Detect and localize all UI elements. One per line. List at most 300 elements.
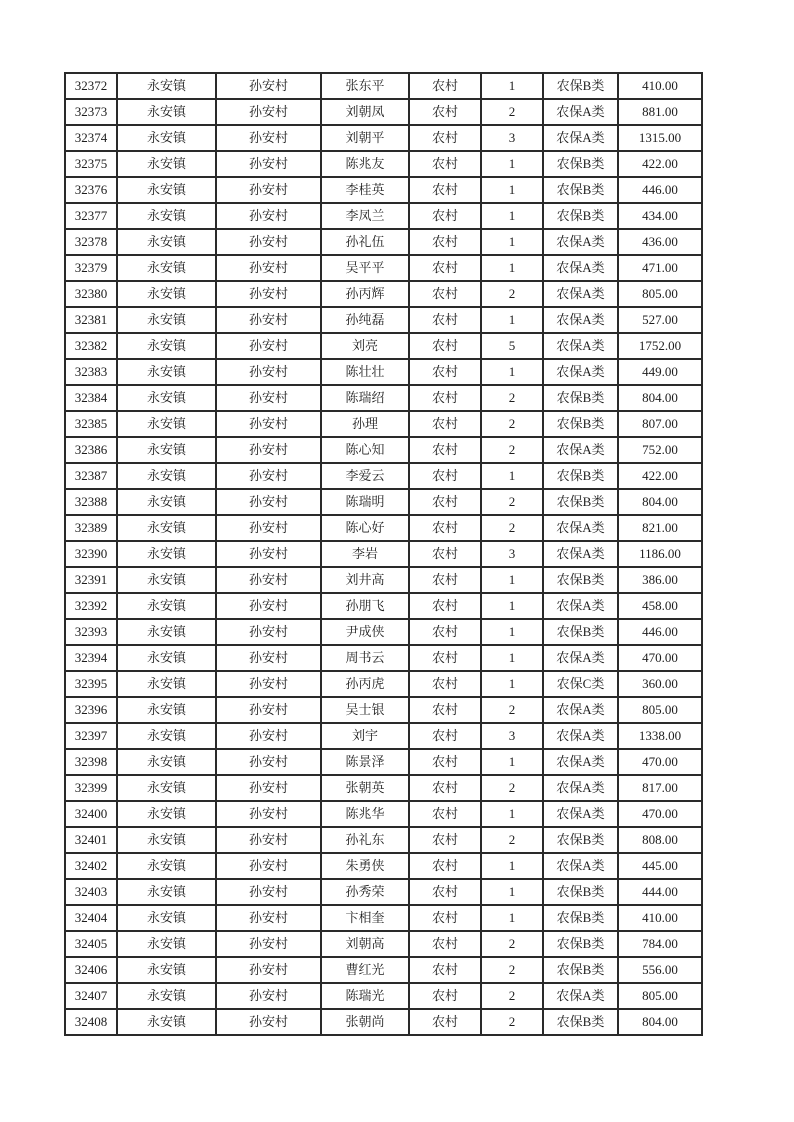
cell-residence-type: 农村 xyxy=(409,801,481,827)
cell-person-name: 张东平 xyxy=(321,73,409,99)
cell-person-count: 5 xyxy=(481,333,543,359)
cell-residence-type: 农村 xyxy=(409,515,481,541)
cell-record-id: 32374 xyxy=(65,125,117,151)
cell-residence-type: 农村 xyxy=(409,723,481,749)
cell-insurance-category: 农保A类 xyxy=(543,983,618,1009)
cell-record-id: 32388 xyxy=(65,489,117,515)
cell-insurance-category: 农保B类 xyxy=(543,203,618,229)
cell-record-id: 32373 xyxy=(65,99,117,125)
cell-village: 孙安村 xyxy=(216,515,321,541)
cell-record-id: 32391 xyxy=(65,567,117,593)
table-row xyxy=(65,593,702,619)
cell-residence-type: 农村 xyxy=(409,619,481,645)
cell-insurance-category: 农保A类 xyxy=(543,255,618,281)
cell-person-name: 陈瑞明 xyxy=(321,489,409,515)
cell-person-name: 孙礼伍 xyxy=(321,229,409,255)
cell-amount: 804.00 xyxy=(618,385,702,411)
cell-amount: 434.00 xyxy=(618,203,702,229)
cell-person-count: 3 xyxy=(481,541,543,567)
cell-person-count: 3 xyxy=(481,125,543,151)
cell-record-id: 32387 xyxy=(65,463,117,489)
cell-amount: 458.00 xyxy=(618,593,702,619)
table-row xyxy=(65,541,702,567)
cell-person-name: 刘亮 xyxy=(321,333,409,359)
insurance-roster-table xyxy=(64,72,703,1036)
cell-person-count: 2 xyxy=(481,489,543,515)
cell-town: 永安镇 xyxy=(117,645,216,671)
cell-amount: 1186.00 xyxy=(618,541,702,567)
cell-record-id: 32394 xyxy=(65,645,117,671)
cell-person-name: 吴士银 xyxy=(321,697,409,723)
table-row xyxy=(65,983,702,1009)
cell-town: 永安镇 xyxy=(117,359,216,385)
cell-insurance-category: 农保A类 xyxy=(543,229,618,255)
cell-person-count: 2 xyxy=(481,281,543,307)
cell-amount: 805.00 xyxy=(618,281,702,307)
cell-insurance-category: 农保A类 xyxy=(543,125,618,151)
cell-residence-type: 农村 xyxy=(409,697,481,723)
table-row xyxy=(65,931,702,957)
cell-insurance-category: 农保B类 xyxy=(543,905,618,931)
cell-person-name: 刘井高 xyxy=(321,567,409,593)
cell-town: 永安镇 xyxy=(117,593,216,619)
cell-amount: 817.00 xyxy=(618,775,702,801)
cell-insurance-category: 农保A类 xyxy=(543,307,618,333)
cell-amount: 410.00 xyxy=(618,73,702,99)
cell-town: 永安镇 xyxy=(117,801,216,827)
cell-insurance-category: 农保A类 xyxy=(543,359,618,385)
cell-residence-type: 农村 xyxy=(409,671,481,697)
cell-person-count: 1 xyxy=(481,177,543,203)
cell-town: 永安镇 xyxy=(117,307,216,333)
cell-person-name: 孙丙辉 xyxy=(321,281,409,307)
cell-village: 孙安村 xyxy=(216,645,321,671)
cell-village: 孙安村 xyxy=(216,99,321,125)
cell-residence-type: 农村 xyxy=(409,463,481,489)
cell-amount: 470.00 xyxy=(618,645,702,671)
cell-person-name: 张朝英 xyxy=(321,775,409,801)
cell-person-name: 李凤兰 xyxy=(321,203,409,229)
cell-village: 孙安村 xyxy=(216,801,321,827)
cell-residence-type: 农村 xyxy=(409,73,481,99)
cell-village: 孙安村 xyxy=(216,411,321,437)
cell-town: 永安镇 xyxy=(117,827,216,853)
cell-village: 孙安村 xyxy=(216,281,321,307)
cell-village: 孙安村 xyxy=(216,697,321,723)
cell-insurance-category: 农保B类 xyxy=(543,73,618,99)
cell-town: 永安镇 xyxy=(117,125,216,151)
cell-town: 永安镇 xyxy=(117,229,216,255)
cell-person-name: 周书云 xyxy=(321,645,409,671)
cell-insurance-category: 农保A类 xyxy=(543,853,618,879)
cell-amount: 527.00 xyxy=(618,307,702,333)
cell-amount: 445.00 xyxy=(618,853,702,879)
cell-town: 永安镇 xyxy=(117,99,216,125)
table-row xyxy=(65,255,702,281)
cell-village: 孙安村 xyxy=(216,359,321,385)
table-row xyxy=(65,125,702,151)
cell-person-count: 2 xyxy=(481,515,543,541)
cell-person-name: 李爱云 xyxy=(321,463,409,489)
cell-person-count: 2 xyxy=(481,957,543,983)
cell-residence-type: 农村 xyxy=(409,541,481,567)
cell-person-name: 陈兆友 xyxy=(321,151,409,177)
table-row xyxy=(65,905,702,931)
table-row xyxy=(65,827,702,853)
cell-record-id: 32395 xyxy=(65,671,117,697)
table-row xyxy=(65,619,702,645)
cell-residence-type: 农村 xyxy=(409,411,481,437)
cell-village: 孙安村 xyxy=(216,463,321,489)
cell-record-id: 32408 xyxy=(65,1009,117,1035)
cell-town: 永安镇 xyxy=(117,203,216,229)
cell-amount: 1338.00 xyxy=(618,723,702,749)
cell-person-name: 孙纯磊 xyxy=(321,307,409,333)
cell-insurance-category: 农保B类 xyxy=(543,827,618,853)
table-row xyxy=(65,645,702,671)
cell-amount: 821.00 xyxy=(618,515,702,541)
cell-village: 孙安村 xyxy=(216,255,321,281)
cell-town: 永安镇 xyxy=(117,697,216,723)
table-row xyxy=(65,411,702,437)
cell-amount: 1752.00 xyxy=(618,333,702,359)
cell-village: 孙安村 xyxy=(216,723,321,749)
cell-insurance-category: 农保C类 xyxy=(543,671,618,697)
cell-person-count: 1 xyxy=(481,879,543,905)
cell-town: 永安镇 xyxy=(117,853,216,879)
cell-person-count: 1 xyxy=(481,853,543,879)
cell-person-name: 朱勇侠 xyxy=(321,853,409,879)
cell-residence-type: 农村 xyxy=(409,567,481,593)
cell-town: 永安镇 xyxy=(117,749,216,775)
cell-town: 永安镇 xyxy=(117,437,216,463)
cell-residence-type: 农村 xyxy=(409,645,481,671)
cell-village: 孙安村 xyxy=(216,593,321,619)
table-row xyxy=(65,489,702,515)
cell-person-count: 1 xyxy=(481,255,543,281)
cell-person-name: 吴平平 xyxy=(321,255,409,281)
cell-village: 孙安村 xyxy=(216,619,321,645)
cell-record-id: 32378 xyxy=(65,229,117,255)
cell-person-name: 孙礼东 xyxy=(321,827,409,853)
cell-person-count: 1 xyxy=(481,671,543,697)
cell-village: 孙安村 xyxy=(216,333,321,359)
cell-amount: 752.00 xyxy=(618,437,702,463)
table-row xyxy=(65,385,702,411)
cell-insurance-category: 农保A类 xyxy=(543,281,618,307)
cell-person-name: 李岩 xyxy=(321,541,409,567)
cell-amount: 422.00 xyxy=(618,463,702,489)
cell-insurance-category: 农保A类 xyxy=(543,593,618,619)
cell-record-id: 32377 xyxy=(65,203,117,229)
cell-insurance-category: 农保A类 xyxy=(543,697,618,723)
cell-person-count: 1 xyxy=(481,229,543,255)
cell-insurance-category: 农保B类 xyxy=(543,411,618,437)
cell-amount: 805.00 xyxy=(618,697,702,723)
cell-record-id: 32397 xyxy=(65,723,117,749)
cell-amount: 470.00 xyxy=(618,749,702,775)
cell-insurance-category: 农保A类 xyxy=(543,333,618,359)
cell-person-name: 刘宇 xyxy=(321,723,409,749)
cell-insurance-category: 农保B类 xyxy=(543,151,618,177)
cell-village: 孙安村 xyxy=(216,151,321,177)
cell-residence-type: 农村 xyxy=(409,983,481,1009)
table-row xyxy=(65,73,702,99)
table-row xyxy=(65,697,702,723)
cell-town: 永安镇 xyxy=(117,281,216,307)
cell-person-count: 2 xyxy=(481,775,543,801)
cell-amount: 386.00 xyxy=(618,567,702,593)
cell-amount: 804.00 xyxy=(618,489,702,515)
cell-amount: 410.00 xyxy=(618,905,702,931)
cell-village: 孙安村 xyxy=(216,905,321,931)
table-row xyxy=(65,333,702,359)
cell-village: 孙安村 xyxy=(216,749,321,775)
cell-insurance-category: 农保A类 xyxy=(543,645,618,671)
cell-person-name: 张朝尚 xyxy=(321,1009,409,1035)
cell-village: 孙安村 xyxy=(216,775,321,801)
table-row xyxy=(65,515,702,541)
cell-village: 孙安村 xyxy=(216,671,321,697)
cell-insurance-category: 农保A类 xyxy=(543,541,618,567)
cell-person-name: 陈心知 xyxy=(321,437,409,463)
cell-insurance-category: 农保B类 xyxy=(543,463,618,489)
cell-amount: 807.00 xyxy=(618,411,702,437)
cell-person-name: 李桂英 xyxy=(321,177,409,203)
cell-insurance-category: 农保A类 xyxy=(543,749,618,775)
table-row xyxy=(65,749,702,775)
cell-record-id: 32405 xyxy=(65,931,117,957)
cell-record-id: 32396 xyxy=(65,697,117,723)
table-row xyxy=(65,957,702,983)
cell-amount: 360.00 xyxy=(618,671,702,697)
cell-village: 孙安村 xyxy=(216,229,321,255)
cell-person-count: 1 xyxy=(481,151,543,177)
cell-residence-type: 农村 xyxy=(409,749,481,775)
cell-record-id: 32402 xyxy=(65,853,117,879)
cell-town: 永安镇 xyxy=(117,619,216,645)
cell-residence-type: 农村 xyxy=(409,177,481,203)
cell-residence-type: 农村 xyxy=(409,281,481,307)
cell-residence-type: 农村 xyxy=(409,307,481,333)
cell-village: 孙安村 xyxy=(216,73,321,99)
cell-town: 永安镇 xyxy=(117,1009,216,1035)
cell-person-name: 陈心好 xyxy=(321,515,409,541)
cell-insurance-category: 农保B类 xyxy=(543,1009,618,1035)
table-row xyxy=(65,879,702,905)
cell-person-count: 1 xyxy=(481,749,543,775)
table-row xyxy=(65,671,702,697)
cell-insurance-category: 农保A类 xyxy=(543,437,618,463)
cell-insurance-category: 农保B类 xyxy=(543,177,618,203)
cell-village: 孙安村 xyxy=(216,177,321,203)
cell-person-name: 孙秀荣 xyxy=(321,879,409,905)
cell-person-name: 曹红光 xyxy=(321,957,409,983)
cell-amount: 1315.00 xyxy=(618,125,702,151)
cell-record-id: 32379 xyxy=(65,255,117,281)
table-row xyxy=(65,307,702,333)
cell-person-count: 1 xyxy=(481,593,543,619)
cell-town: 永安镇 xyxy=(117,905,216,931)
cell-town: 永安镇 xyxy=(117,385,216,411)
cell-residence-type: 农村 xyxy=(409,437,481,463)
cell-residence-type: 农村 xyxy=(409,229,481,255)
cell-residence-type: 农村 xyxy=(409,593,481,619)
table-row xyxy=(65,281,702,307)
cell-person-name: 孙理 xyxy=(321,411,409,437)
cell-town: 永安镇 xyxy=(117,723,216,749)
cell-village: 孙安村 xyxy=(216,541,321,567)
cell-town: 永安镇 xyxy=(117,879,216,905)
cell-record-id: 32385 xyxy=(65,411,117,437)
cell-amount: 446.00 xyxy=(618,177,702,203)
table-row xyxy=(65,775,702,801)
cell-record-id: 32403 xyxy=(65,879,117,905)
cell-record-id: 32407 xyxy=(65,983,117,1009)
cell-amount: 436.00 xyxy=(618,229,702,255)
cell-person-count: 1 xyxy=(481,567,543,593)
cell-residence-type: 农村 xyxy=(409,879,481,905)
cell-person-name: 刘朝平 xyxy=(321,125,409,151)
cell-insurance-category: 农保A类 xyxy=(543,515,618,541)
cell-person-count: 1 xyxy=(481,73,543,99)
cell-town: 永安镇 xyxy=(117,463,216,489)
cell-record-id: 32400 xyxy=(65,801,117,827)
cell-person-count: 1 xyxy=(481,801,543,827)
cell-record-id: 32392 xyxy=(65,593,117,619)
cell-residence-type: 农村 xyxy=(409,333,481,359)
cell-town: 永安镇 xyxy=(117,411,216,437)
cell-amount: 881.00 xyxy=(618,99,702,125)
cell-record-id: 32406 xyxy=(65,957,117,983)
cell-residence-type: 农村 xyxy=(409,255,481,281)
table-row xyxy=(65,99,702,125)
cell-record-id: 32398 xyxy=(65,749,117,775)
cell-amount: 446.00 xyxy=(618,619,702,645)
cell-village: 孙安村 xyxy=(216,125,321,151)
cell-insurance-category: 农保B类 xyxy=(543,931,618,957)
cell-person-name: 孙朋飞 xyxy=(321,593,409,619)
cell-residence-type: 农村 xyxy=(409,125,481,151)
cell-person-count: 2 xyxy=(481,827,543,853)
cell-residence-type: 农村 xyxy=(409,931,481,957)
cell-village: 孙安村 xyxy=(216,307,321,333)
table-row xyxy=(65,151,702,177)
cell-amount: 444.00 xyxy=(618,879,702,905)
cell-person-name: 刘朝高 xyxy=(321,931,409,957)
cell-town: 永安镇 xyxy=(117,489,216,515)
cell-person-count: 2 xyxy=(481,697,543,723)
cell-town: 永安镇 xyxy=(117,983,216,1009)
cell-record-id: 32399 xyxy=(65,775,117,801)
table-row xyxy=(65,359,702,385)
cell-insurance-category: 农保B类 xyxy=(543,385,618,411)
cell-town: 永安镇 xyxy=(117,567,216,593)
cell-person-name: 孙丙虎 xyxy=(321,671,409,697)
cell-insurance-category: 农保B类 xyxy=(543,567,618,593)
table-row xyxy=(65,229,702,255)
cell-residence-type: 农村 xyxy=(409,775,481,801)
cell-amount: 449.00 xyxy=(618,359,702,385)
cell-amount: 808.00 xyxy=(618,827,702,853)
cell-record-id: 32393 xyxy=(65,619,117,645)
cell-town: 永安镇 xyxy=(117,177,216,203)
cell-residence-type: 农村 xyxy=(409,905,481,931)
cell-village: 孙安村 xyxy=(216,489,321,515)
cell-person-count: 2 xyxy=(481,385,543,411)
cell-amount: 422.00 xyxy=(618,151,702,177)
cell-person-name: 尹成侠 xyxy=(321,619,409,645)
cell-insurance-category: 农保A类 xyxy=(543,801,618,827)
table-row xyxy=(65,567,702,593)
cell-residence-type: 农村 xyxy=(409,853,481,879)
cell-person-count: 2 xyxy=(481,983,543,1009)
cell-record-id: 32380 xyxy=(65,281,117,307)
cell-amount: 784.00 xyxy=(618,931,702,957)
cell-person-count: 1 xyxy=(481,645,543,671)
cell-town: 永安镇 xyxy=(117,541,216,567)
cell-person-count: 2 xyxy=(481,99,543,125)
cell-person-count: 2 xyxy=(481,931,543,957)
cell-amount: 556.00 xyxy=(618,957,702,983)
cell-village: 孙安村 xyxy=(216,957,321,983)
cell-person-count: 1 xyxy=(481,463,543,489)
cell-record-id: 32372 xyxy=(65,73,117,99)
cell-town: 永安镇 xyxy=(117,515,216,541)
cell-person-count: 2 xyxy=(481,437,543,463)
cell-town: 永安镇 xyxy=(117,151,216,177)
cell-person-name: 陈瑞绍 xyxy=(321,385,409,411)
cell-person-count: 1 xyxy=(481,203,543,229)
cell-village: 孙安村 xyxy=(216,931,321,957)
cell-record-id: 32384 xyxy=(65,385,117,411)
cell-record-id: 32383 xyxy=(65,359,117,385)
cell-village: 孙安村 xyxy=(216,853,321,879)
cell-person-count: 1 xyxy=(481,905,543,931)
cell-amount: 470.00 xyxy=(618,801,702,827)
cell-person-name: 卞相奎 xyxy=(321,905,409,931)
table-body xyxy=(65,73,702,1035)
cell-village: 孙安村 xyxy=(216,437,321,463)
cell-amount: 805.00 xyxy=(618,983,702,1009)
cell-record-id: 32381 xyxy=(65,307,117,333)
cell-residence-type: 农村 xyxy=(409,827,481,853)
cell-person-name: 陈壮壮 xyxy=(321,359,409,385)
cell-record-id: 32404 xyxy=(65,905,117,931)
cell-record-id: 32386 xyxy=(65,437,117,463)
cell-amount: 804.00 xyxy=(618,1009,702,1035)
table-row xyxy=(65,1009,702,1035)
cell-town: 永安镇 xyxy=(117,671,216,697)
cell-town: 永安镇 xyxy=(117,255,216,281)
cell-record-id: 32390 xyxy=(65,541,117,567)
cell-person-count: 2 xyxy=(481,1009,543,1035)
cell-person-name: 陈景泽 xyxy=(321,749,409,775)
cell-record-id: 32401 xyxy=(65,827,117,853)
table-row xyxy=(65,203,702,229)
cell-person-name: 刘朝凤 xyxy=(321,99,409,125)
cell-town: 永安镇 xyxy=(117,931,216,957)
cell-village: 孙安村 xyxy=(216,385,321,411)
cell-insurance-category: 农保A类 xyxy=(543,99,618,125)
cell-residence-type: 农村 xyxy=(409,151,481,177)
cell-insurance-category: 农保A类 xyxy=(543,723,618,749)
cell-residence-type: 农村 xyxy=(409,489,481,515)
cell-residence-type: 农村 xyxy=(409,99,481,125)
cell-town: 永安镇 xyxy=(117,73,216,99)
cell-person-count: 3 xyxy=(481,723,543,749)
cell-person-count: 2 xyxy=(481,411,543,437)
